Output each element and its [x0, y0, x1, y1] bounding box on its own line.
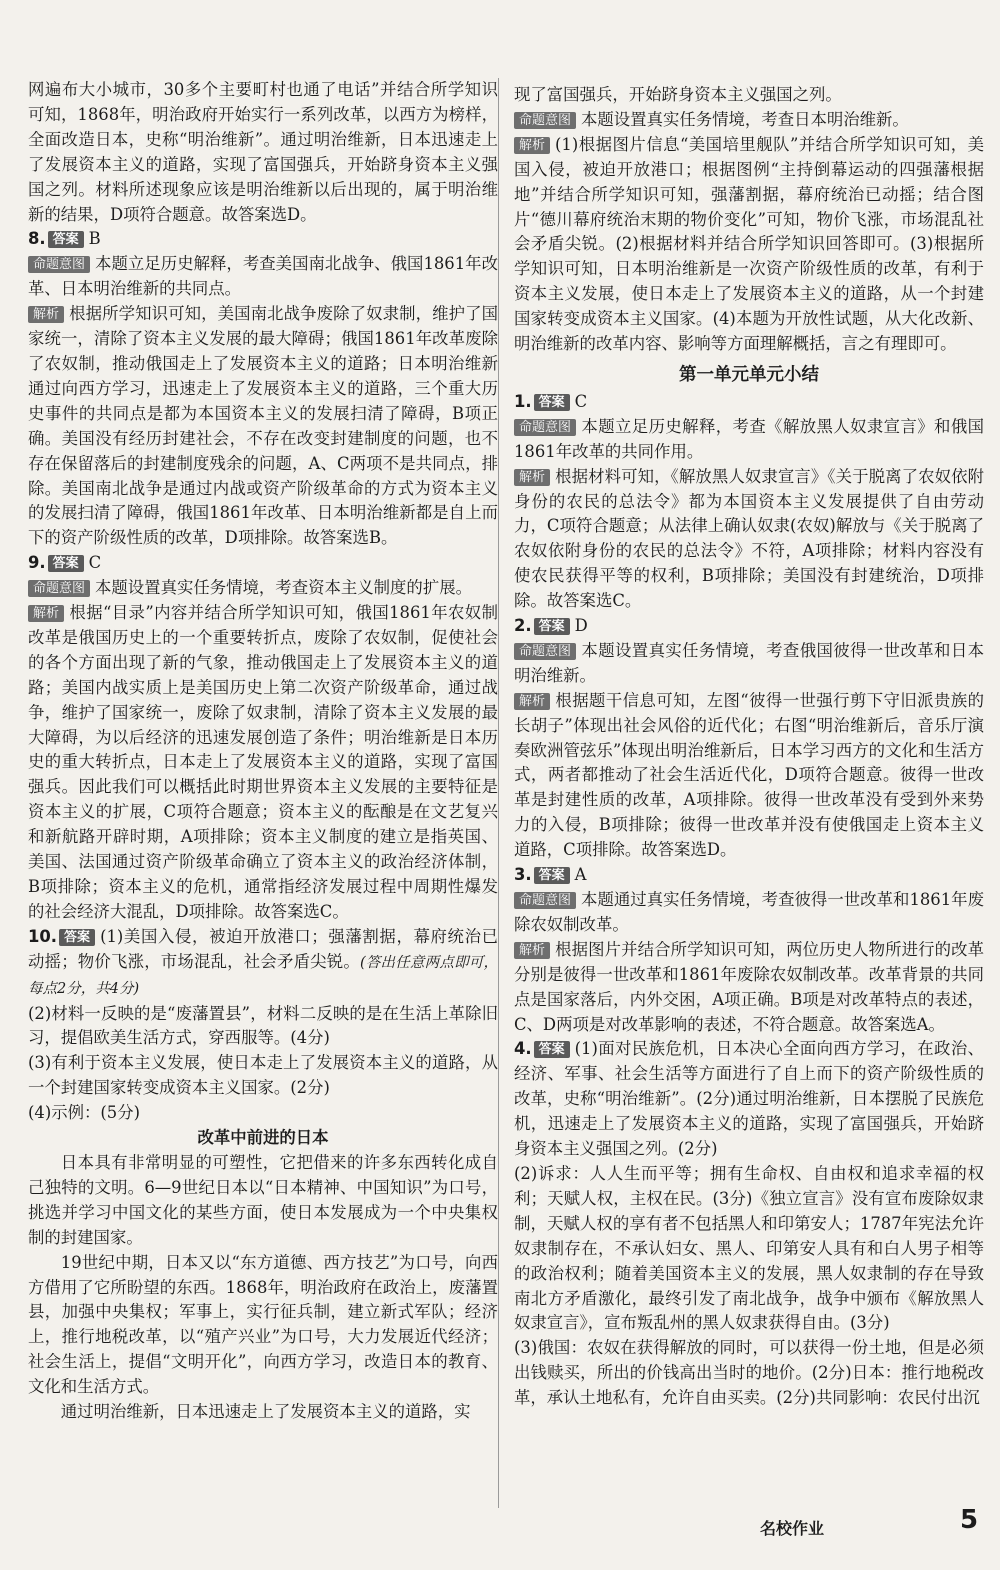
s3-analysis-text: 根据图片并结合所学知识可知，两位历史人物所进行的改革分别是彼得一世改革和1861年废除农奴制改革。改革背景的共同点是国家落后，内外交困，A项正确。B项是对改革特点的表述，C、D两项是对改革影响的表述，不符合题意。故答案选A。 — [514, 939, 984, 1034]
q10-intent — [514, 108, 984, 133]
q8-number: 8. — [28, 229, 46, 249]
q10-a1-text: (1)美国入侵，被迫开放港口；强藩割据，幕府统治已动摇；物价飞涨，市场混乱，社会矛盾尖锐。 — [28, 926, 498, 971]
q10-answer-2: (2)材料一反映的是“废藩置县”，材料二反映的是在生活上革除旧习，提倡欧美生活方式，穿西服等。(4分) — [28, 1003, 498, 1048]
answer-tag: 答案 — [48, 555, 84, 572]
s3-number: 3. — [514, 865, 532, 885]
s1-analysis — [514, 465, 984, 614]
analysis-tag: 解析 — [514, 469, 550, 486]
s1-answer-line — [514, 390, 984, 415]
answer-tag: 答案 — [534, 394, 570, 411]
s1-number: 1. — [514, 391, 532, 411]
analysis-tag: 解析 — [514, 137, 550, 154]
answer-tag: 答案 — [48, 231, 84, 248]
s1-answer: C — [574, 391, 588, 411]
s4-number: 4. — [514, 1039, 532, 1059]
q10-answer-1 — [28, 925, 498, 1002]
intent-tag: 命题意图 — [28, 256, 90, 273]
s3-analysis — [514, 938, 984, 1038]
column-divider — [498, 78, 499, 1508]
q9-analysis — [28, 601, 498, 925]
s4-answer-3: (3)俄国：农奴在获得解放的同时，可以获得一份土地，但是必须出钱赎买，所出的价钱高出当时的地价。(2分)日本：推行地税改革，承认土地私有，允许自由买卖。(2分)共同影响：农民付出沉 — [514, 1338, 984, 1408]
essay-paragraph-1: 日本具有非常明显的可塑性，它把借来的许多东西转化成自己独特的文明。6—9世纪日本以“日本精神、中国知识”为口号，挑选并学习中国文化的某些方面，使日本发展成为一个中央集权制的封建国家。 — [28, 1152, 498, 1247]
q9-answer: C — [88, 553, 102, 573]
s4-a1-text: (1)面对民族危机，日本决心全面向西方学习，在政治、经济、军事、社会生活等方面进行了自上而下的资产阶级性质的改革，史称“明治维新”。(2分)通过明治维新，日本摆脱了民族危机，迅速走上了发展资本主义的道路，实现了富国强兵，开始跻身资本主义强国之列。(2分) — [514, 1039, 984, 1159]
intent-tag: 命题意图 — [514, 643, 576, 660]
q10-number: 10. — [28, 926, 58, 946]
s2-number: 2. — [514, 616, 532, 636]
s1-intent — [514, 415, 984, 465]
answer-tag: 答案 — [534, 618, 570, 635]
q8-intent-text: 本题立足历史解释，考查美国南北战争、俄国1861年改革、日本明治维新的共同点。 — [28, 254, 498, 299]
page-number-text: 5 — [960, 1505, 979, 1535]
s1-analysis-text: 根据材料可知，《解放黑人奴隶宣言》《关于脱离了农奴依附身份的农民的总法令》都为本国资本主义发展提供了自由劳动力，C项符合题意；从法律上确认奴隶(农奴)解放与《关于脱离了农奴依附身份的农民的总法令》不符，A项排除；材料内容没有使农民获得平等的权利，B项排除；美国没有封建统治，D项排除。故答案选C。 — [514, 466, 984, 611]
right-column — [514, 83, 984, 1411]
q9-analysis-text: 根据“目录”内容并结合所学知识可知，俄国1861年农奴制改革是俄国历史上的一个重要转折点，废除了农奴制，促使社会的各个方面出现了新的气象，推动俄国走上了发展资本主义的道路；美国内战实质上是美国历史上第二次资产阶级革命，通过战争，维护了国家统一，废除了奴隶制，清除了资本主义发展的最大障碍，为以后经济的迅速发展创造了条件；明治维新是日本历史的重大转折点，日本走上了发展资本主义的道路，实现了富国强兵。因此我们可以概括此时期世界资本主义发展的主要特征是资本主义的扩展，C项符合题意；资本主义的酝酿是在文艺复兴和新航路开辟时期，A项排除；资本主义制度的建立是指英国、美国、法国通过资产阶级革命确立了资本主义的政治经济体制，B项排除；资本主义的危机，通常指经济发展过程中周期性爆发的社会经济大混乱，D项排除。故答案选C。 — [28, 603, 498, 921]
essay-paragraph-3: 通过明治维新，日本迅速走上了发展资本主义的道路，实 — [60, 1402, 471, 1422]
intent-tag: 命题意图 — [28, 580, 90, 597]
s2-analysis-text: 根据题干信息可知，左图“彼得一世强行剪下守旧派贵族的长胡子”体现出社会风俗的近代化；右图“明治维新后，音乐厅演奏欧洲管弦乐”体现出明治维新后，日本学习西方的文化和生活方式，两者都推动了社会生活近代化，D项符合题意。彼得一世改革是封建性质的改革，A项排除。彼得一世改革没有受到外来势力的入侵，B项排除；彼得一世改革并没有使俄国走上资本主义道路，C项排除。故答案选D。 — [514, 690, 984, 860]
q8-analysis — [28, 302, 498, 551]
analysis-tag: 解析 — [28, 605, 64, 622]
intent-tag: 命题意图 — [514, 419, 576, 436]
q9-intent-text: 本题设置真实任务情境，考查资本主义制度的扩展。 — [95, 578, 472, 598]
q10-answer-3: (3)有利于资本主义发展，使日本走上了发展资本主义的道路，从一个封建国家转变成资本主义国家。(2分) — [28, 1053, 498, 1098]
answer-tag: 答案 — [534, 1041, 570, 1058]
s3-intent-text: 本题通过真实任务情境，考查彼得一世改革和1861年废除农奴制改革。 — [514, 890, 984, 934]
s2-analysis — [514, 689, 984, 863]
q8-analysis-text: 根据所学知识可知，美国南北战争废除了奴隶制，维护了国家统一，清除了资本主义发展的最大障碍；俄国1861年改革废除了农奴制，推动俄国走上了发展资本主义的道路；日本明治维新通过向西方学习，迅速走上了发展资本主义的道路，三个重大历史事件的共同点是都为本国资本主义的发展扫清了障碍，B项正确。美国没有经历封建社会，不存在改变封建制度的问题，也不存在保留落后的封建制度残余的问题，A、C两项不是共同点，排除。美国南北战争是通过内战或资产阶级革命的方式为资本主义的发展扫清了障碍，俄国1861年改革、日本明治维新都是自上而下的资产阶级性质的改革，D项排除。故答案选B。 — [28, 304, 498, 548]
s3-answer-line — [514, 863, 984, 888]
s2-answer: D — [574, 616, 588, 636]
s1-intent-text: 本题立足历史解释，考查《解放黑人奴隶宣言》和俄国1861年改革的共同作用。 — [514, 416, 984, 461]
q8-answer: B — [88, 229, 101, 249]
q10-intent-text: 本题设置真实任务情境，考查日本明治维新。 — [581, 109, 909, 129]
s3-intent — [514, 888, 984, 938]
answer-tag: 答案 — [59, 929, 95, 946]
analysis-tag: 解析 — [514, 942, 550, 959]
analysis-tag: 解析 — [28, 306, 64, 323]
essay-title: 改革中前进的日本 — [197, 1128, 329, 1148]
q10-answer-4: (4)示例：(5分) — [28, 1103, 140, 1123]
q8-answer-line — [28, 227, 498, 252]
prev-answer-tail: 网遍布大小城市，30多个主要町村也通了电话”并结合所学知识可知，1868年，明治政府开始实行一系列改革，以西方为榜样，全面改造日本，史称“明治维新”。通过明治维新，日本迅速走上了发展资本主义的道路，实现了富国强兵，开始跻身资本主义强国之列。材料所述现象应该是明治维新以后出现的，属于明治维新的结果，D项符合题意。故答案选D。 — [28, 80, 498, 224]
s4-answer-1 — [514, 1037, 984, 1162]
answer-tag: 答案 — [534, 867, 570, 884]
section-title: 第一单元单元小结 — [679, 364, 819, 385]
q10-a1-note: (答出任意两点即可，每点2分，共4分) — [28, 954, 499, 997]
s2-intent — [514, 639, 984, 689]
q9-intent — [28, 576, 498, 601]
intent-tag: 命题意图 — [514, 112, 576, 129]
s2-answer-line — [514, 614, 984, 639]
left-column — [28, 78, 498, 1425]
q10-analysis — [514, 133, 984, 357]
s4-answer-2: (2)诉求：人人生而平等；拥有生命权、自由权和追求幸福的权利；天赋人权，主权在民。(3分)《独立宣言》没有宣布废除奴隶制，天赋人权的享有者不包括黑人和印第安人；1787年宪法允许奴隶制存在，不承认妇女、黑人、印第安人具有和白人男子相等的政治权利；随着美国资本主义的发展，黑人奴隶制的存在导致南北方矛盾激化，最终引发了南北战争，战争中颁布《解放黑人奴隶宣言》，宣布叛乱州的黑人奴隶获得自由。(3分) — [514, 1163, 984, 1333]
intent-tag: 命题意图 — [514, 892, 576, 909]
q8-intent — [28, 252, 498, 302]
q9-answer-line — [28, 551, 498, 576]
q10-analysis-text: (1)根据图片信息“美国培里舰队”并结合所学知识可知，美国入侵，被迫开放港口；根据图例“主持倒幕运动的四强藩根据地”并结合所学知识可知，强藩割据，幕府统治已动摇；结合图片“德川幕府统治末期的物价变化”可知，物价飞涨，市场混乱社会矛盾尖锐。(2)根据材料并结合所学知识回答即可。(3)根据所学知识可知，日本明治维新是一次资产阶级性质的改革，有利于资本主义发展，使日本走上了发展资本主义的道路，从一个封建国家转变成资本主义国家。(4)本题为开放性试题，从大化改新、明治维新的改革内容、影响等方面理解概括，言之有理即可。 — [514, 134, 984, 354]
essay-paragraph-2: 19世纪中期，日本又以“东方道德、西方技艺”为口号，向西方借用了它所盼望的东西。1868年，明治政府在政治上，废藩置县，加强中央集权；军事上，实行征兵制，建立新式军队；经济上，推行地税改革，以“殖产兴业”为口号，大力发展近代经济；社会生活上，提倡“文明开化”，向西方学习，改造日本的教育、文化和生活方式。 — [28, 1252, 498, 1397]
s2-intent-text: 本题设置真实任务情境，考查俄国彼得一世改革和日本明治维新。 — [514, 640, 984, 685]
q9-number: 9. — [28, 553, 46, 573]
page-number — [960, 1505, 990, 1535]
analysis-tag: 解析 — [514, 693, 550, 710]
footer-brand: 名校作业 — [760, 1519, 825, 1538]
q10-essay-continuation: 现了富国强兵，开始跻身资本主义强国之列。 — [514, 85, 842, 104]
s3-answer: A — [574, 865, 587, 885]
